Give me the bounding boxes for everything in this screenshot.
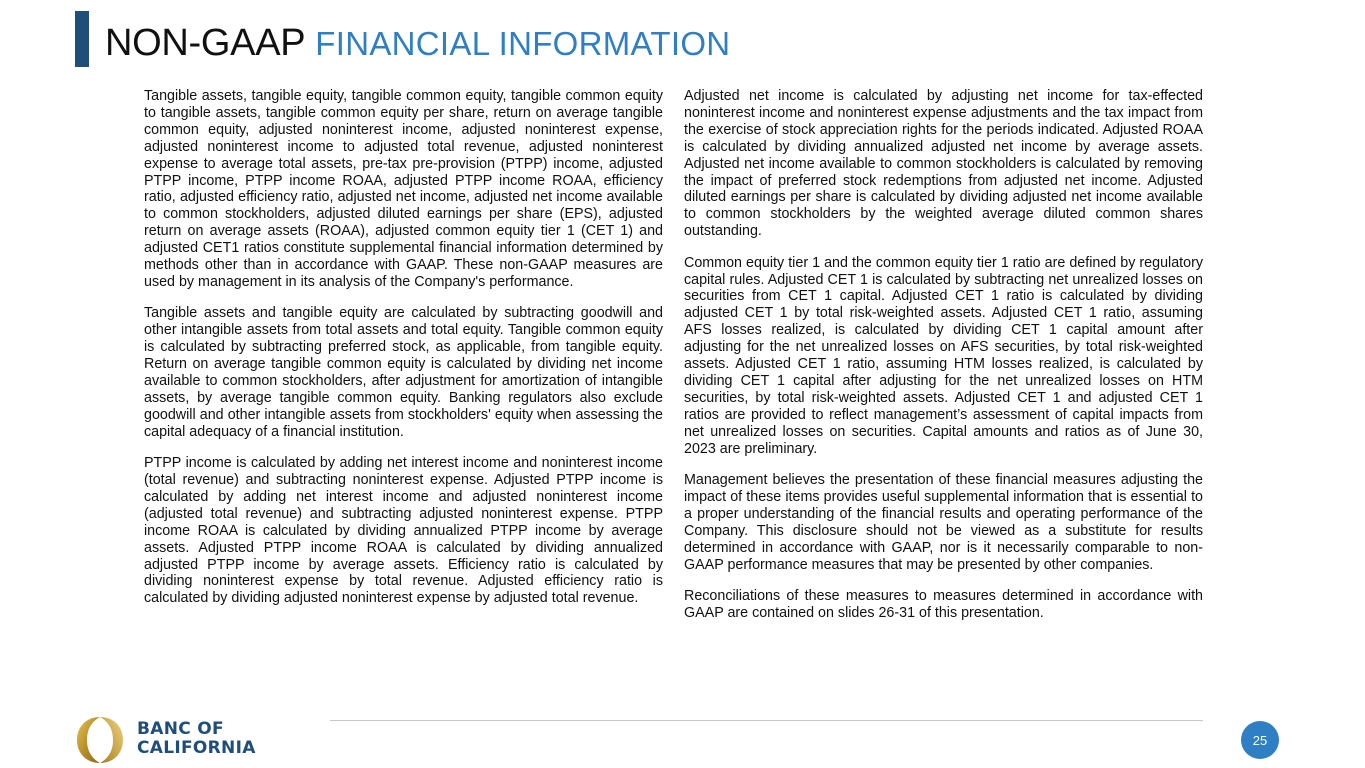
logo-line-1: BANC OF bbox=[137, 719, 224, 739]
paragraph: Tangible assets and tangible equity are calculated by subtracting goodwill and other intangible assets from total assets and total equity. Tangible common equity is calculated by subtracting preferred stock, as applicable, from tangible equity. Return on average tangible common equity is calculated by dividing net income available to common stockholders, after adjustment for amortization of intangible assets, by average tangible common equity. Banking regulators also exclude goodwill and other intangible assets from stockholders' equity when assessing the capital adequacy of a financial institution. bbox=[144, 305, 663, 440]
title-main: NON-GAAP bbox=[105, 22, 306, 64]
page-title bbox=[105, 24, 730, 62]
paragraph: Reconciliations of these measures to measures determined in accordance with GAAP are contained on slides 26-31 of this presentation. bbox=[684, 587, 1203, 621]
paragraph: Common equity tier 1 and the common equity tier 1 ratio are defined by regulatory capital rules. Adjusted CET 1 is calculated by subtracting net unrealized losses on securities from CET 1 capital. Adjusted CET 1 ratio is calculated by dividing adjusted CET 1 by total risk-weighted assets. Adjusted CET 1 ratio, assuming AFS losses realized, is calculated by dividing CET 1 capital amount after adjusting for the net unrealized losses on AFS securities, by total risk-weighted assets. Adjusted CET 1 ratio, assuming HTM losses realized, is calculated by dividing CET 1 capital after adjusting for the net unrealized losses on HTM securities, by total risk-weighted assets. Adjusted CET 1 and adjusted CET 1 ratios are provided to reflect management’s assessment of capital impacts from net unrealized losses on securities. Capital amounts and ratios as of June 30, 2023 are preliminary. bbox=[684, 254, 1203, 457]
logo-line-2: CALIFORNIA bbox=[137, 738, 256, 758]
paragraph: Tangible assets, tangible equity, tangible common equity, tangible common equity to tangible assets, tangible common equity per share, return on average tangible common equity, adjusted noninterest income, adjusted noninterest expense, adjusted noninterest income to adjusted total revenue, adjusted noninterest expense to average total assets, pre-tax pre-provision (PTPP) income, adjusted PTPP income, PTPP income ROAA, adjusted PTPP income ROAA, efficiency ratio, adjusted efficiency ratio, adjusted net income, adjusted net income available to common stockholders, adjusted diluted earnings per share (EPS), adjusted return on average assets (ROAA), adjusted common equity tier 1 (CET 1) and adjusted CET1 ratios constitute supplemental financial information determined by methods other than in accordance with GAAP. These non-GAAP measures are used by management in its analysis of the Company's performance. bbox=[144, 88, 663, 290]
title-sub: FINANCIAL INFORMATION bbox=[315, 25, 731, 62]
right-column bbox=[684, 88, 1203, 636]
footer-divider bbox=[330, 720, 1203, 721]
company-logo-text bbox=[137, 720, 256, 758]
title-accent-bar bbox=[75, 11, 89, 67]
page-number-badge: 25 bbox=[1241, 721, 1279, 759]
paragraph: PTPP income is calculated by adding net interest income and noninterest income (total revenue) and subtracting noninterest expense. Adjusted PTPP income is calculated by adding net interest income and adjusted noninterest income (adjusted total revenue) and subtracting adjusted noninterest expense. PTPP income ROAA is calculated by dividing annualized PTPP income by average assets. Adjusted PTPP income ROAA is calculated by dividing annualized adjusted PTPP income by average assets. Efficiency ratio is calculated by dividing noninterest expense by total revenue. Adjusted efficiency ratio is calculated by dividing adjusted noninterest expense by adjusted total revenue. bbox=[144, 455, 663, 607]
ring-logo-icon bbox=[74, 714, 126, 766]
left-column bbox=[144, 88, 663, 622]
paragraph: Adjusted net income is calculated by adjusting net income for tax-effected noninterest income and noninterest expense adjustments and the tax impact from the exercise of stock appreciation rights for the periods indicated. Adjusted ROAA is calculated by dividing annualized adjusted net income by average assets. Adjusted net income available to common stockholders is calculated by removing the impact of preferred stock redemptions from adjusted net income. Adjusted diluted earnings per share is calculated by dividing adjusted net income available to common stockholders by the weighted average diluted common shares outstanding. bbox=[684, 88, 1203, 240]
paragraph: Management believes the presentation of these financial measures adjusting the impact of these items provides useful supplemental information that is essential to a proper understanding of the financial results and operating performance of the Company. This disclosure should not be viewed as a substitute for results determined in accordance with GAAP, nor is it necessarily comparable to non-GAAP performance measures that may be presented by other companies. bbox=[684, 472, 1203, 573]
